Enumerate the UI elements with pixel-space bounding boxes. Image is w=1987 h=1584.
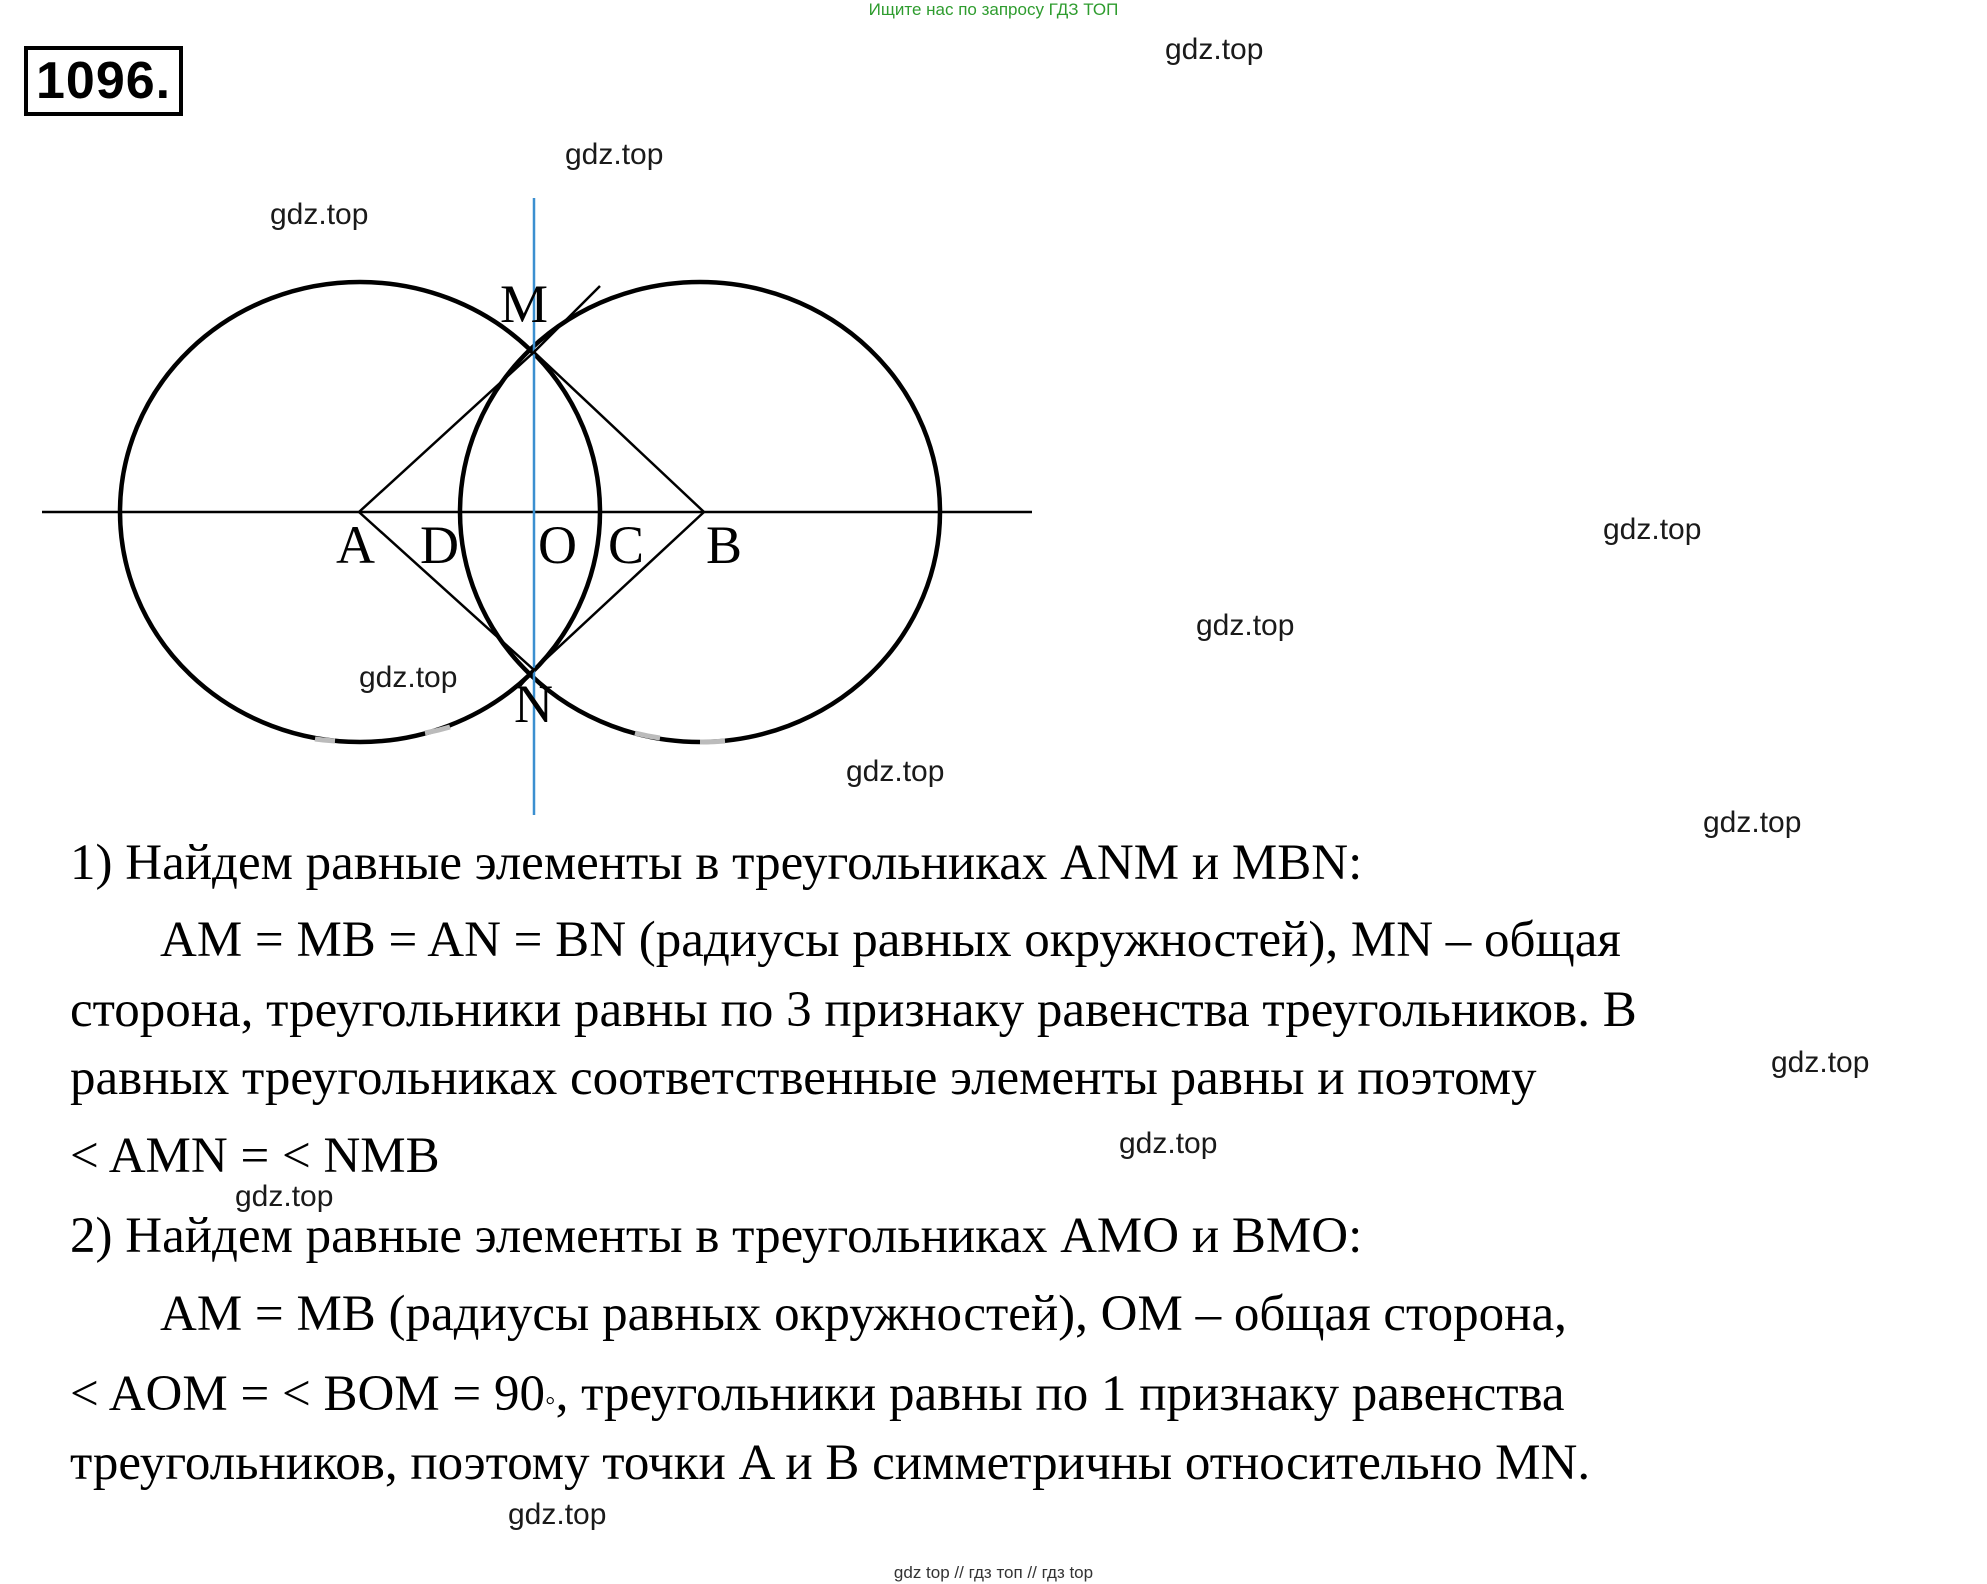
label-m: M xyxy=(500,274,549,334)
watermark: gdz.top xyxy=(235,1180,334,1213)
solution-line-9: треугольников, поэтому точки A и B симметричны относительно MN. xyxy=(70,1435,1591,1491)
watermark: gdz.top xyxy=(1603,513,1702,546)
label-n: N xyxy=(514,674,553,734)
solution-line-8 xyxy=(70,1366,1565,1422)
watermark: gdz.top xyxy=(1771,1046,1870,1079)
label-a: A xyxy=(336,515,375,575)
solution-line-2: AM = MB = AN = BN (радиусы равных окружностей), MN – общая xyxy=(160,912,1621,968)
label-b: B xyxy=(706,515,743,575)
watermark: gdz.top xyxy=(846,755,945,788)
arc-mark-2 xyxy=(425,727,450,733)
footer: gdz top // гдз топ // гдз top xyxy=(893,1563,1094,1582)
watermark: gdz.top xyxy=(1196,609,1295,642)
label-o: O xyxy=(538,515,577,575)
solution-line-6: 2) Найдем равные элементы в треугольниках AMO и BMO: xyxy=(70,1208,1363,1264)
solution-line-8-part-a: < AOM = < BOM = 90 xyxy=(70,1366,545,1422)
segment-am xyxy=(359,352,534,512)
solution-line-5: < AMN = < NMB xyxy=(70,1128,440,1184)
watermark: gdz.top xyxy=(270,198,369,231)
label-c: C xyxy=(608,515,645,575)
solution-line-8-part-b: , треугольники равны по 1 признаку равенства xyxy=(555,1366,1565,1422)
degree-sign: ◦ xyxy=(544,1384,556,1417)
arc-mark-1 xyxy=(315,739,335,741)
solution-line-4: равных треугольниках соответственные элементы равны и поэтому xyxy=(70,1050,1537,1106)
segment-mb xyxy=(534,352,704,512)
top-note: Ищите нас по запросу ГДЗ ТОП xyxy=(868,0,1119,19)
watermark: gdz.top xyxy=(508,1498,607,1531)
solution-line-7: AM = MB (радиусы равных окружностей), OM – общая сторона, xyxy=(160,1286,1567,1342)
solution-line-1: 1) Найдем равные элементы в треугольниках ANM и MBN: xyxy=(70,835,1363,891)
arc-mark-3 xyxy=(635,733,660,738)
arc-mark-4 xyxy=(700,741,725,742)
watermark: gdz.top xyxy=(1703,806,1802,839)
watermark: gdz.top xyxy=(359,661,458,694)
problem-number: 1096. xyxy=(24,46,183,116)
watermark: gdz.top xyxy=(1119,1127,1218,1160)
watermark: gdz.top xyxy=(1165,33,1264,66)
watermark: gdz.top xyxy=(565,138,664,171)
solution-line-3: сторона, треугольники равны по 3 признаку равенства треугольников. В xyxy=(70,982,1637,1038)
label-d: D xyxy=(420,515,459,575)
